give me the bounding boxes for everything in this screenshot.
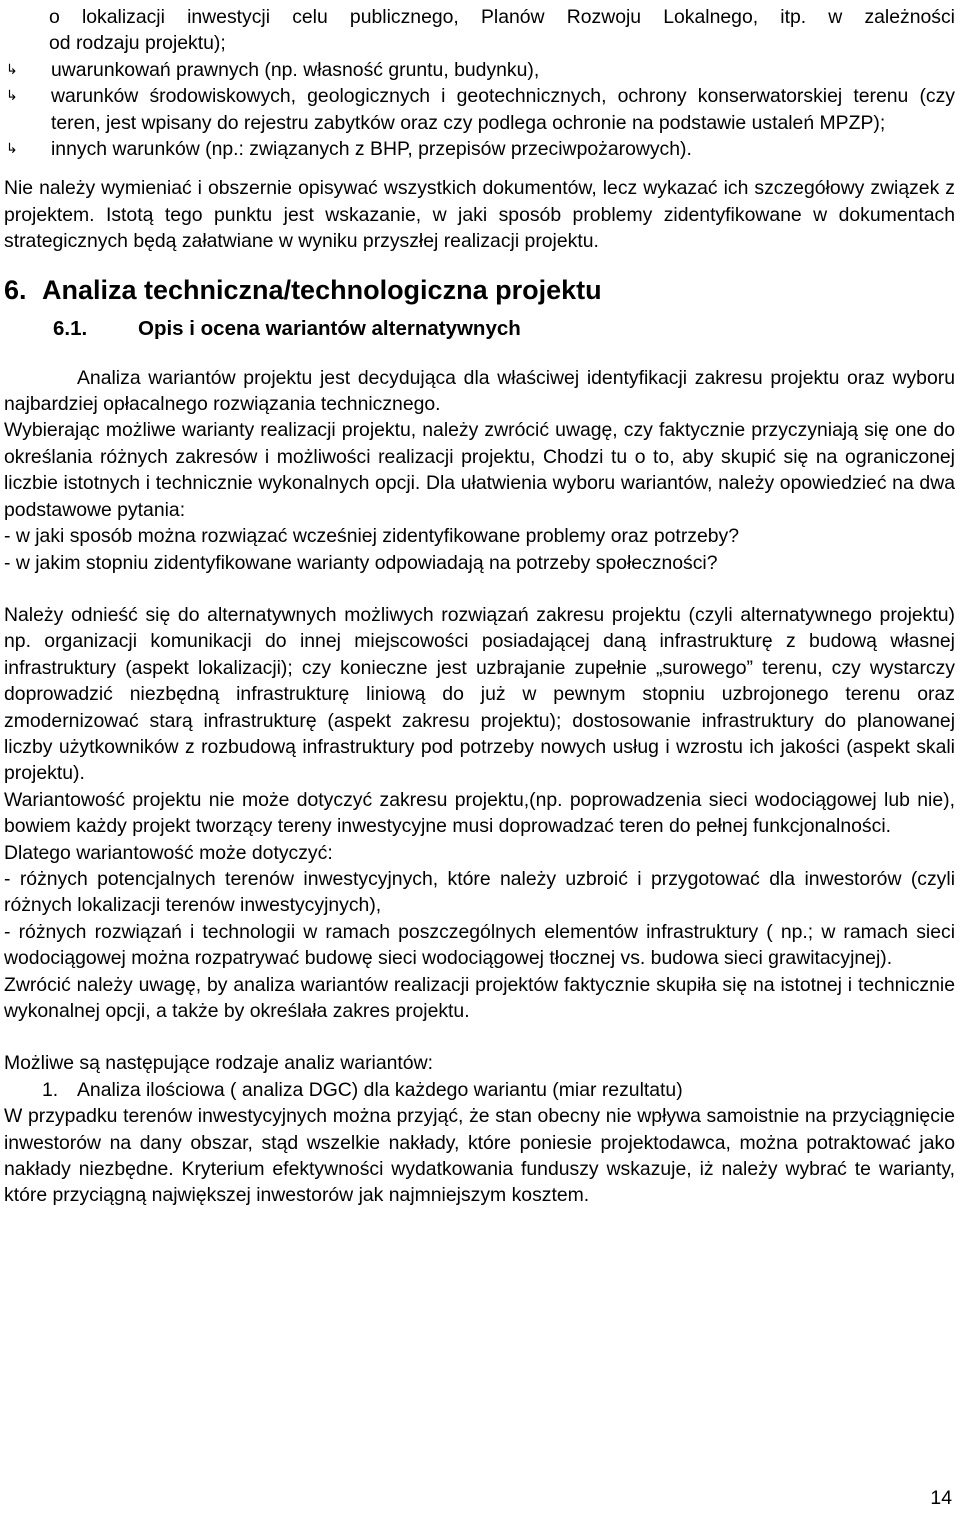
paragraph: W przypadku terenów inwestycyjnych można przyjąć, że stan obecny nie wpływa samoistnie na przyciągnięcie inwestorów na dany obszar, stąd wszelkie nakłady, które poniesie projektodawca, można potraktować jako nakłady niezbędne. Kryterium efektywności wydatkowania funduszy wskazuje, iż należy wybrać te warianty, które przyciągną największej inwestorów jak najmniejszym kosztem. [4, 1105, 955, 1207]
page-number: 14 [930, 1487, 952, 1509]
section-title: Analiza techniczna/technologiczna projektu [42, 274, 602, 305]
arrow-bullet-icon: ↳ [6, 88, 18, 105]
bullet-text: warunków środowiskowych, geologicznych i geotechnicznych, ochrony konserwatorskiej terenu (czy teren, jest wpisany do rejestru zabytków oraz czy podlega ochronie na podstawie ustaleń MPZP); [51, 85, 955, 134]
paragraph: Możliwe są następujące rodzaje analiz wariantów: [4, 1052, 433, 1075]
bullet-text: innych warunków (np.: związanych z BHP, przepisów przeciwpożarowych). [51, 138, 692, 161]
document-page [4, 4, 955, 1209]
paragraph: - różnych potencjalnych terenów inwestycyjnych, które należy uzbroić i przygotować dla inwestorów (czyli różnych lokalizacji terenów inwestycyjnych), [4, 867, 955, 917]
arrow-bullet-icon: ↳ [6, 61, 18, 78]
question-line: - w jaki sposób można rozwiązać wcześniej zidentyfikowane problemy oraz potrzeby? [4, 525, 740, 548]
subsection-heading [4, 316, 955, 342]
intro-paragraph: Nie należy wymieniać i obszernie opisywać wszystkich dokumentów, lecz wykazać ich szczegółowy związek z projektem. Istotą tego punktu jest wskazanie, w jaki sposób problemy zidentyfikowane w dokumentach strategicznych będą załatwiane w wyniku przyszłej realizacji projektu. [4, 177, 955, 253]
question-line: - w jakim stopniu zidentyfikowane warianty odpowiadają na potrzeby społeczności? [4, 551, 718, 574]
numbered-item [4, 1077, 955, 1103]
paragraph: Zwrócić należy uwagę, by analiza wariantów realizacji projektów faktycznie skupiła się na istotnej i technicznie wykonalnej opcji, a także by określała zakres projektu. [4, 973, 955, 1022]
bullet-text: uwarunkowań prawnych (np. własność gruntu, budynku), [51, 58, 540, 81]
subsection-number: 6.1. [53, 316, 88, 340]
continued-text-line: od rodzaju projektu); [49, 32, 226, 55]
paragraph: Należy odnieść się do alternatywnych możliwych rozwiązań zakresu projektu (czyli alternatywnego projektu) np. organizacji komunikacji do innej miejscowości posiadającej daną infrastrukturę z budową własnej infrastruktury (aspekt lokalizacji); czy konieczne jest uzbrajanie zupełnie „surowego” terenu, czy wystarczy doprowadzić niezbędną infrastrukturę liniową do już w pewnym stopniu uzbrojonego terenu oraz zmodernizować starą infrastrukturę (aspekt zakresu projektu); dostosowanie infrastruktury do planowanej liczby użytkowników z rozbudową infrastruktury pod potrzeby nowych usług i wzrostu ich jakości (aspekt skali projektu). [4, 603, 955, 785]
section-heading [4, 273, 955, 307]
paragraph: Wariantowość projektu nie może dotyczyć zakresu projektu,(np. poprowadzenia sieci wodociągowej lub nie), bowiem każdy projekt tworzący tereny inwestycyjne musi doprowadzać teren do pełnej funkcjonalności. [4, 788, 955, 838]
paragraph: Analiza wariantów projektu jest decydująca dla właściwej identyfikacji zakresu projektu oraz wyboru najbardziej opłacalnego rozwiązania technicznego. [4, 366, 955, 416]
paragraph: Wybierając możliwe warianty realizacji projektu, należy zwrócić uwagę, czy faktycznie przyczyniają się one do określania różnych zakresów i możliwości realizacji projektu, Chodzi tu o to, aby skupić się na ograniczonej liczbie istotnych i technicznie wykonalnych opcji. Dla ułatwienia wyboru wariantów, należy opowiedzieć na dwa podstawowe pytania: [4, 419, 955, 521]
paragraph: Dlatego wariantowość może dotyczyć: [4, 841, 333, 864]
bullet-item [4, 57, 955, 83]
arrow-bullet-icon: ↳ [6, 141, 18, 158]
item-number: 1. [42, 1078, 59, 1101]
continued-text-line: o lokalizacji inwestycji celu publicznego, Planów Rozwoju Lokalnego, itp. w zależności [49, 6, 955, 28]
paragraph: - różnych rozwiązań i technologii w ramach poszczególnych elementów infrastruktury ( np.; w ramach sieci wodociągowej można rozpatrywać budowę sieci wodociągowej tłocznej vs. budowa sieci grawitacyjnej). [4, 920, 955, 970]
item-text: Analiza ilościowa ( analiza DGC) dla każdego wariantu (miar rezultatu) [77, 1078, 683, 1101]
bullet-item [4, 83, 955, 136]
bullet-item [4, 136, 955, 162]
subsection-title: Opis i ocena wariantów alternatywnych [138, 316, 521, 340]
section-number: 6. [4, 274, 27, 305]
